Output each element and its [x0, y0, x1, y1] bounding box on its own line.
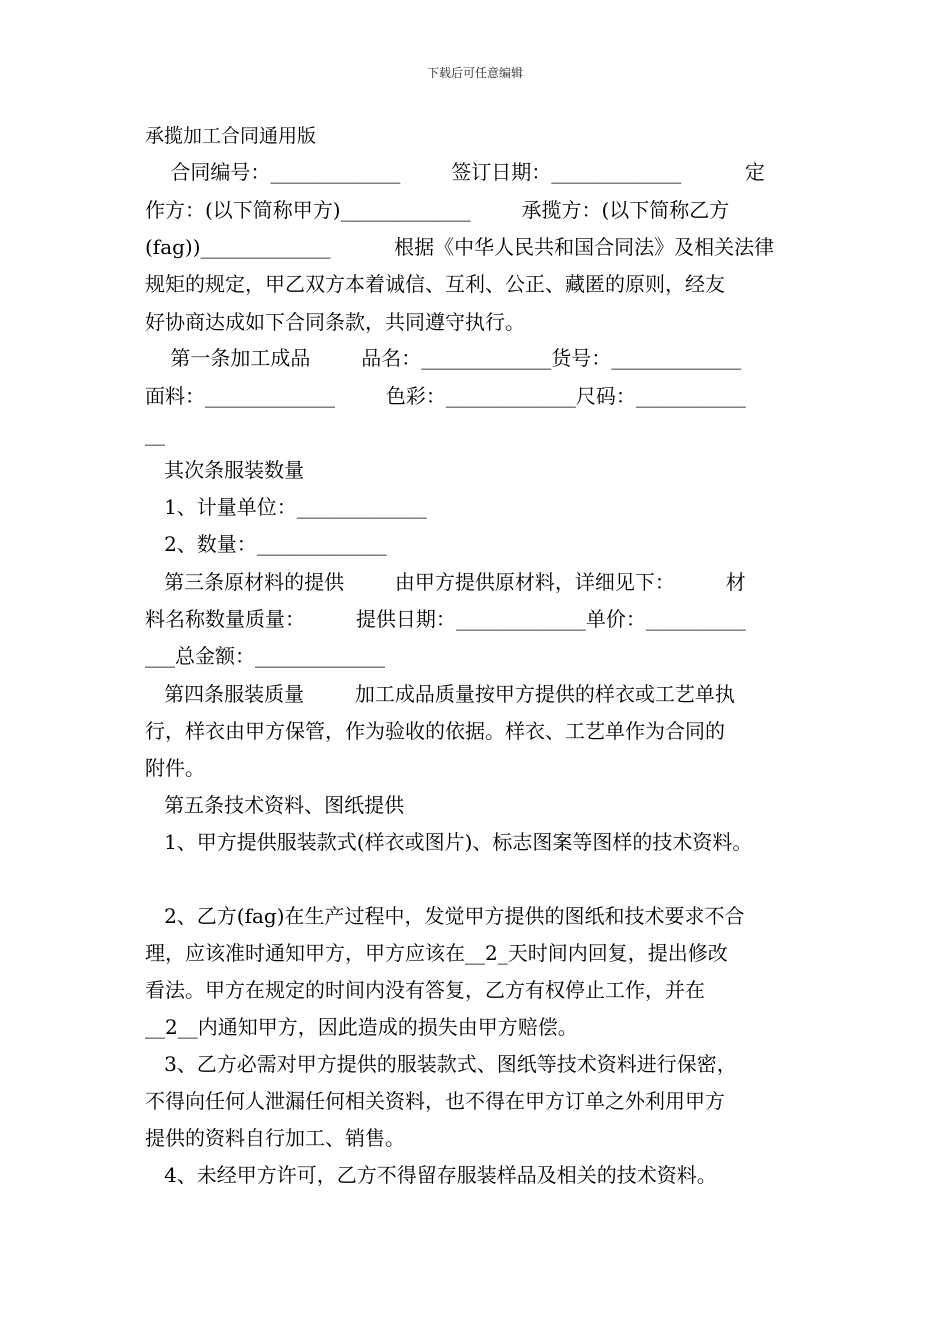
text-line: 看法。甲方在规定的时间内没有答复，乙方有权停止工作，并在 — [145, 978, 705, 1002]
text-line: 料名称数量质量： 提供日期：_____________单价：__________ — [145, 607, 746, 631]
text-line: 理，应该准时通知甲方，甲方应该在__2_天时间内回复，提出修改 — [145, 941, 728, 965]
text-line: 面料：_____________ 色彩：_____________尺码：___________ — [145, 384, 746, 408]
text-line: 3、乙方必需对甲方提供的服装款式、图纸等技术资料进行保密， — [145, 1052, 737, 1076]
text-line: __ — [145, 422, 165, 446]
text-line: 好协商达成如下合同条款，共同遵守执行。 — [145, 310, 525, 334]
text-line: 提供的资料自行加工、销售。 — [145, 1126, 405, 1150]
text-line: 附件。 — [145, 756, 205, 780]
text-line: 行，样衣由甲方保管，作为验收的依据。样衣、工艺单作为合同的 — [145, 719, 725, 743]
text-line: 作方：(以下简称甲方)_____________ 承揽方：(以下简称乙方 — [145, 198, 730, 222]
text-line: ___总金额：_____________ — [145, 644, 385, 668]
text-line: 1、计量单位：_____________ — [145, 495, 427, 519]
section-heading: 第三条原材料的提供 由甲方提供原材料，详细见下： 材 — [145, 570, 746, 594]
text-line: 2、数量：_____________ — [145, 532, 387, 556]
section-heading: 其次条服装数量 — [145, 458, 305, 482]
document-title: 承揽加工合同通用版 — [145, 125, 317, 147]
text-line: 4、未经甲方许可，乙方不得留存服装样品及相关的技术资料。 — [145, 1163, 717, 1187]
text-line: 2、乙方(fag)在生产过程中，发觉甲方提供的图纸和技术要求不合 — [145, 904, 745, 928]
text-line: 1、甲方提供服装款式(样衣或图片)、标志图案等图样的技术资料。 — [145, 830, 753, 854]
page-header: 下载后可任意编辑 — [426, 66, 523, 80]
text-line: __2__内通知甲方，因此造成的损失由甲方赔偿。 — [145, 1015, 578, 1039]
text-line: 规矩的规定，甲乙双方本着诚信、互利、公正、藏匿的原则，经友 — [145, 272, 725, 296]
text-line: 合同编号：_____________ 签订日期：_____________ 定 — [145, 160, 765, 184]
section-heading: 第五条技术资料、图纸提供 — [145, 793, 405, 817]
text-line: 不得向任何人泄漏任何相关资料，也不得在甲方订单之外利用甲方 — [145, 1089, 725, 1113]
text-line: (fag))_____________ 根据《中华人民共和国合同法》及相关法律 — [145, 235, 775, 259]
section-heading: 第四条服装质量 加工成品质量按甲方提供的样衣或工艺单执 — [145, 682, 735, 706]
text-line: 第一条加工成品 品名：_____________货号：_____________ — [145, 346, 742, 370]
